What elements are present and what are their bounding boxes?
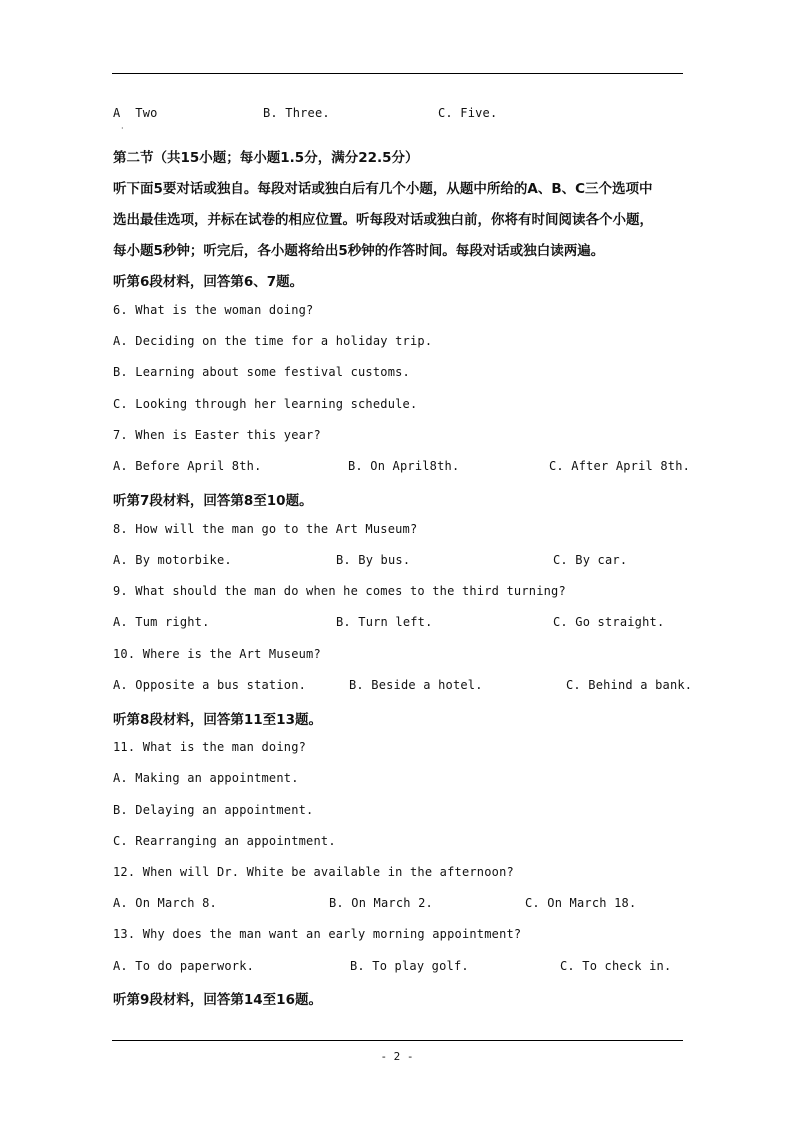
- question-11-option-b: B. Delaying an appointment.: [113, 803, 314, 817]
- question-7-option-a: A. Before April 8th.: [113, 459, 262, 473]
- group-header-8: 听第8段材料，回答第11至13题。: [113, 712, 322, 728]
- question-12: 12. When will Dr. White be available in the afternoon?: [113, 865, 514, 879]
- question-12-option-a: A. On March 8.: [113, 896, 217, 910]
- group-header-6: 听第6段材料，回答第6、7题。: [113, 274, 304, 290]
- question-10: 10. Where is the Art Museum?: [113, 647, 321, 661]
- instruction-line-1: 听下面5要对话或独自。每段对话或独白后有几个小题，从题中所给的A、B、C三个选项中: [113, 181, 653, 197]
- question-11-option-a: A. Making an appointment.: [113, 771, 299, 785]
- instruction-line-2: 选出最佳选项，并标在试卷的相应位置。听每段对话或独白前，你将有时间阅读各个小题，: [113, 212, 653, 228]
- question-10-option-a: A. Opposite a bus station.: [113, 678, 307, 692]
- question-12-option-c: C. On March 18.: [525, 896, 637, 910]
- question-13-option-c: C. To check in.: [560, 959, 672, 973]
- question-6: 6. What is the woman doing?: [113, 303, 314, 317]
- question-9-option-b: B. Turn left.: [336, 615, 433, 629]
- question-10-option-b: B. Beside a hotel.: [349, 678, 483, 692]
- question-6-option-b: B. Learning about some festival customs.: [113, 365, 410, 379]
- instruction-line-3: 每小题5秒钟；听完后，各小题将给出5秒钟的作答时间。每段对话或独白读两遍。: [113, 243, 605, 259]
- section-heading: 第二节（共15小题；每小题1.5分，满分22.5分）: [113, 150, 419, 166]
- question-8-option-a: A. By motorbike.: [113, 553, 232, 567]
- question-9-option-a: A. Tum right.: [113, 615, 210, 629]
- question-9: 9. What should the man do when he comes to the third turning?: [113, 584, 566, 598]
- question-8-option-b: B. By bus.: [336, 553, 411, 567]
- question-7-option-c: C. After April 8th.: [549, 459, 691, 473]
- header-rule: [112, 73, 683, 74]
- prev-option-c: C. Five.: [438, 106, 498, 120]
- prev-option-a: A Two: [113, 106, 158, 120]
- stray-mark: ·: [121, 124, 124, 133]
- question-11-option-c: C. Rearranging an appointment.: [113, 834, 336, 848]
- prev-option-b: B. Three.: [263, 106, 330, 120]
- question-12-option-b: B. On March 2.: [329, 896, 433, 910]
- footer-rule: [112, 1040, 683, 1041]
- group-header-7: 听第7段材料，回答第8至10题。: [113, 493, 313, 509]
- question-6-option-a: A. Deciding on the time for a holiday trip.: [113, 334, 433, 348]
- question-13-option-a: A. To do paperwork.: [113, 959, 255, 973]
- question-7: 7. When is Easter this year?: [113, 428, 321, 442]
- question-13: 13. Why does the man want an early morning appointment?: [113, 927, 522, 941]
- question-8: 8. How will the man go to the Art Museum?: [113, 522, 418, 536]
- group-header-9: 听第9段材料，回答第14至16题。: [113, 992, 322, 1008]
- question-11: 11. What is the man doing?: [113, 740, 307, 754]
- question-10-option-c: C. Behind a bank.: [566, 678, 693, 692]
- question-9-option-c: C. Go straight.: [553, 615, 665, 629]
- question-8-option-c: C. By car.: [553, 553, 628, 567]
- page-number: - 2 -: [380, 1050, 414, 1063]
- question-13-option-b: B. To play golf.: [350, 959, 469, 973]
- question-7-option-b: B. On April8th.: [348, 459, 460, 473]
- question-6-option-c: C. Looking through her learning schedule.: [113, 397, 418, 411]
